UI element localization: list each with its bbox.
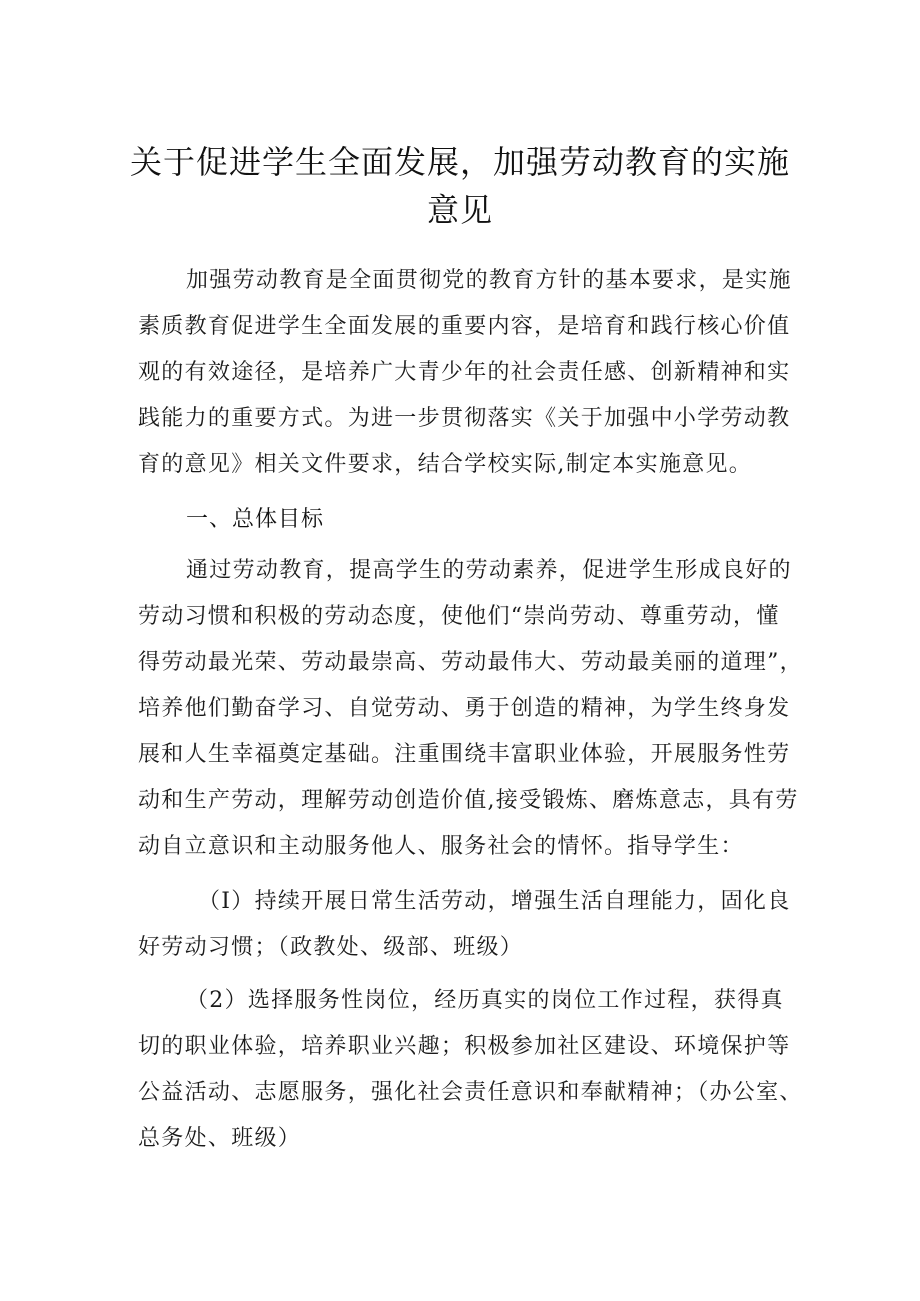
section-paragraph-line: 展和人生幸福奠定基础。注重围绕丰富职业体验，开展服务性劳 bbox=[138, 742, 791, 767]
intro-paragraph-line: 加强劳动教育是全面贯彻党的教育方针的基本要求，是实施 bbox=[186, 268, 792, 293]
list-item-line: （I）持续开展日常生活劳动，增强生活自理能力，固化良 bbox=[198, 889, 791, 914]
section-paragraph-line: 动和生产劳动，理解劳动创造价值,接受锻炼、磨炼意志，具有劳 bbox=[138, 788, 799, 813]
list-item-line: 切的职业体验，培养职业兴趣；积极参加社区建设、环境保护等 bbox=[138, 1034, 791, 1059]
intro-paragraph-line: 育的意见》相关文件要求，结合学校实际,制定本实施意见。 bbox=[138, 452, 753, 477]
intro-paragraph-line: 素质教育促进学生全面发展的重要内容，是培育和践行核心价值 bbox=[138, 314, 791, 339]
section-heading: 一、总体目标 bbox=[186, 507, 325, 532]
list-item-line: （2）选择服务性岗位，经历真实的岗位工作过程，获得真 bbox=[186, 988, 784, 1013]
intro-paragraph-line: 践能力的重要方式。为进一步贯彻落实《关于加强中小学劳动教 bbox=[138, 406, 791, 431]
intro-paragraph-line: 观的有效途径，是培养广大青少年的社会责任感、创新精神和实 bbox=[138, 360, 791, 385]
section-paragraph-line: 培养他们勤奋学习、自觉劳动、勇于创造的精神，为学生终身发 bbox=[138, 696, 791, 721]
section-paragraph-line: 得劳动最光荣、劳动最崇高、劳动最伟大、劳动最美丽的道理”， bbox=[138, 650, 803, 675]
section-paragraph-line: 劳动习惯和积极的劳动态度，使他们“崇尚劳动、尊重劳动，懂 bbox=[138, 604, 780, 629]
list-item-line: 好劳动习惯；（政教处、级部、班级） bbox=[138, 935, 524, 960]
title-line: 意见 bbox=[426, 191, 493, 229]
title-line: 关于促进学生全面发展，加强劳动教育的实施 bbox=[129, 143, 790, 181]
section-paragraph-line: 动自立意识和主动服务他人、服务社会的情怀。指导学生： bbox=[138, 834, 744, 859]
section-paragraph-line: 通过劳动教育，提高学生的劳动素养，促进学生形成良好的 bbox=[186, 558, 792, 583]
list-item-line: 总务处、班级） bbox=[138, 1126, 302, 1151]
list-item-line: 公益活动、志愿服务，强化社会责任意识和奉献精神；（办公室、 bbox=[138, 1080, 803, 1105]
document-title bbox=[100, 138, 820, 234]
